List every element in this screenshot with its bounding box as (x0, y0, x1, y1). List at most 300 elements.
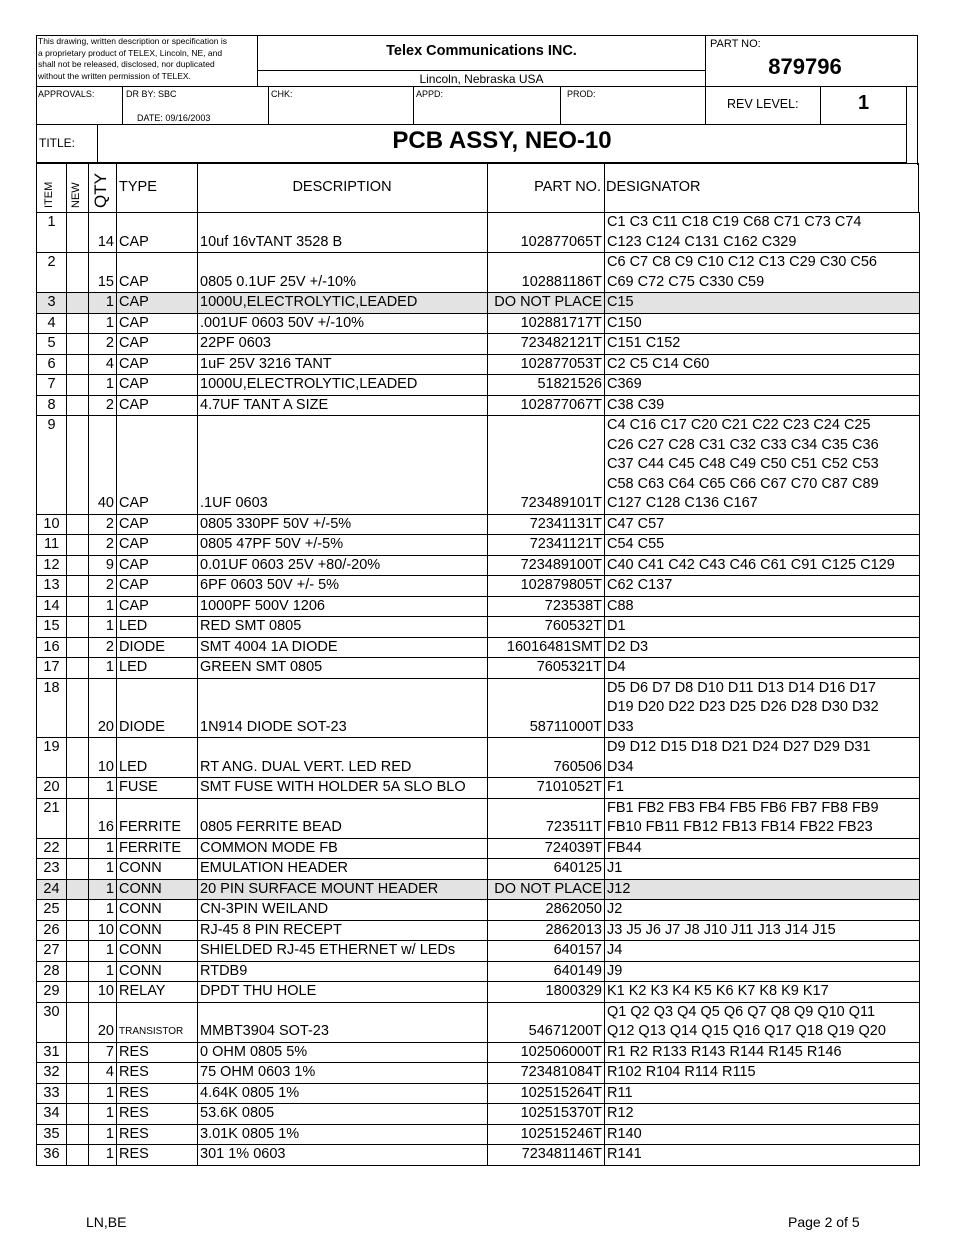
item-cell: 25 (37, 900, 67, 921)
qty-cell: 2 (89, 395, 117, 416)
table-row (37, 1104, 920, 1125)
qty-cell: 1 (89, 313, 117, 334)
table-row (37, 637, 920, 658)
designator-line: C37 C44 C45 C48 C49 C50 C51 C52 C53 (607, 456, 879, 472)
part-no-cell: 51821526 (488, 375, 605, 396)
designator-cell (605, 1145, 920, 1166)
item-cell: 1 (37, 213, 67, 253)
qty-cell: 1 (89, 941, 117, 962)
part-no-cell: 72341131T (488, 514, 605, 535)
designator-line: FB10 FB11 FB12 FB13 FB14 FB22 FB23 (607, 819, 873, 835)
designator-line: J2 (607, 901, 623, 917)
type-cell: RES (117, 1104, 198, 1125)
table-row (37, 738, 920, 778)
rev-level-value: 1 (857, 92, 870, 114)
part-no-cell: 640149 (488, 961, 605, 982)
description-cell: 4.7UF TANT A SIZE (198, 395, 488, 416)
description-cell: 6PF 0603 50V +/- 5% (198, 576, 488, 597)
table-row (37, 576, 920, 597)
item-cell: 9 (37, 416, 67, 515)
part-no-cell: 1800329 (488, 982, 605, 1003)
description-cell: 0805 FERRITE BEAD (198, 798, 488, 838)
item-cell: 26 (37, 920, 67, 941)
designator-line: J9 (607, 962, 623, 979)
type-cell: CAP (117, 253, 198, 293)
designator-line: C2 C5 C14 C60 (607, 355, 710, 372)
table-row (37, 1042, 920, 1063)
description-cell: SMT 4004 1A DIODE (198, 637, 488, 658)
item-cell: 16 (37, 637, 67, 658)
company-name: Telex Communications INC. (386, 43, 577, 59)
designator-line: D1 (607, 618, 626, 634)
item-cell: 11 (37, 535, 67, 556)
item-cell: 35 (37, 1124, 67, 1145)
rev-level-label: REV LEVEL: (727, 97, 799, 111)
qty-cell: 14 (89, 213, 117, 253)
item-cell: 10 (37, 514, 67, 535)
designator-cell (605, 416, 920, 515)
col-header-part-no: PART NO. (534, 179, 601, 195)
qty-cell: 1 (89, 1124, 117, 1145)
designator-cell (605, 1104, 920, 1125)
type-cell: CONN (117, 900, 198, 921)
disclaimer-line: without the written permission of TELEX. (38, 70, 191, 81)
qty-cell: 16 (89, 798, 117, 838)
item-cell: 14 (37, 596, 67, 617)
new-cell (67, 596, 89, 617)
approvals-divider (560, 86, 561, 125)
designator-line: C150 (607, 314, 642, 331)
type-cell: CAP (117, 354, 198, 375)
qty-cell: 1 (89, 617, 117, 638)
new-cell (67, 778, 89, 799)
type-cell: CAP (117, 596, 198, 617)
qty-cell: 1 (89, 293, 117, 314)
col-header-designator: DESIGNATOR (606, 179, 701, 195)
col-header-type: TYPE (119, 179, 157, 195)
part-no-cell: 724039T (488, 838, 605, 859)
qty-cell: 4 (89, 1063, 117, 1084)
item-cell: 20 (37, 778, 67, 799)
designator-line: Q1 Q2 Q3 Q4 Q5 Q6 Q7 Q8 Q9 Q10 Q11 (607, 1003, 876, 1020)
qty-cell: 2 (89, 576, 117, 597)
description-cell: 1uF 25V 3216 TANT (198, 354, 488, 375)
type-cell: DIODE (117, 637, 198, 658)
type-cell: DIODE (117, 678, 198, 738)
designator-cell (605, 334, 920, 355)
table-row (37, 859, 920, 880)
designator-cell (605, 514, 920, 535)
part-no-cell: 760506 (488, 738, 605, 778)
description-cell: 3.01K 0805 1% (198, 1124, 488, 1145)
qty-cell: 2 (89, 514, 117, 535)
table-row (37, 416, 920, 515)
description-cell: SHIELDED RJ-45 ETHERNET w/ LEDs (198, 941, 488, 962)
description-cell: RED SMT 0805 (198, 617, 488, 638)
type-cell: CONN (117, 941, 198, 962)
designator-line: C69 C72 C75 C330 C59 (607, 273, 765, 290)
part-no-cell: 7605321T (488, 658, 605, 679)
designator-cell (605, 213, 920, 253)
col-header-qty: QTY (91, 173, 110, 208)
description-cell: 0805 330PF 50V +/-5% (198, 514, 488, 535)
designator-cell (605, 738, 920, 778)
description-cell: 1000U,ELECTROLYTIC,LEADED (198, 293, 488, 314)
description-cell: 1000PF 500V 1206 (198, 596, 488, 617)
drawing-date: DATE: 09/16/2003 (137, 113, 211, 123)
designator-cell (605, 941, 920, 962)
table-row (37, 253, 920, 293)
type-cell: CAP (117, 395, 198, 416)
item-cell: 15 (37, 617, 67, 638)
designator-cell (605, 617, 920, 638)
qty-cell: 1 (89, 1145, 117, 1166)
new-cell (67, 1063, 89, 1084)
qty-cell: 20 (89, 678, 117, 738)
description-cell: SMT FUSE WITH HOLDER 5A SLO BLO (198, 778, 488, 799)
description-cell: 1N914 DIODE SOT-23 (198, 678, 488, 738)
item-cell: 34 (37, 1104, 67, 1125)
table-row (37, 920, 920, 941)
designator-cell (605, 1083, 920, 1104)
table-row (37, 838, 920, 859)
part-no-cell: 102506000T (488, 1042, 605, 1063)
type-cell: RES (117, 1124, 198, 1145)
designator-line: C26 C27 C28 C31 C32 C33 C34 C35 C36 (607, 436, 879, 453)
part-no-cell: 58711000T (488, 678, 605, 738)
new-cell (67, 313, 89, 334)
table-row (37, 961, 920, 982)
new-cell (67, 1124, 89, 1145)
part-no-cell: 7101052T (488, 778, 605, 799)
designator-line: FB1 FB2 FB3 FB4 FB5 FB6 FB7 FB8 FB9 (607, 799, 879, 816)
table-row (37, 514, 920, 535)
designator-line: C369 (607, 376, 642, 392)
new-cell (67, 1083, 89, 1104)
new-cell (67, 576, 89, 597)
document-title: PCB ASSY, NEO-10 (392, 127, 612, 154)
bom-body (37, 213, 920, 1166)
designator-line: R141 (607, 1146, 642, 1162)
part-no-cell: 723481146T (488, 1145, 605, 1166)
frame-right (917, 35, 918, 165)
qty-cell: 2 (89, 535, 117, 556)
description-cell: 4.64K 0805 1% (198, 1083, 488, 1104)
designator-cell (605, 859, 920, 880)
description-cell: MMBT3904 SOT-23 (198, 1002, 488, 1042)
qty-cell: 10 (89, 982, 117, 1003)
designator-line: J3 J5 J6 J7 J8 J10 J11 J13 J14 J15 (607, 921, 836, 938)
type-cell: CONN (117, 961, 198, 982)
description-cell: 301 1% 0603 (198, 1145, 488, 1166)
designator-line: C4 C16 C17 C20 C21 C22 C23 C24 C25 (607, 417, 871, 433)
qty-cell: 1 (89, 879, 117, 900)
disclaimer-text (38, 36, 258, 82)
table-row (37, 213, 920, 253)
type-cell: RES (117, 1145, 198, 1166)
item-cell: 18 (37, 678, 67, 738)
part-no-cell: 102881186T (488, 253, 605, 293)
designator-line: Q12 Q13 Q14 Q15 Q16 Q17 Q18 Q19 Q20 (607, 1023, 886, 1039)
qty-cell: 4 (89, 354, 117, 375)
designator-cell (605, 920, 920, 941)
table-row (37, 395, 920, 416)
qty-cell: 1 (89, 900, 117, 921)
type-cell: CONN (117, 920, 198, 941)
item-cell: 31 (37, 1042, 67, 1063)
new-cell (67, 637, 89, 658)
designator-line: C15 (607, 294, 634, 310)
new-cell (67, 293, 89, 314)
designator-line: C123 C124 C131 C162 C329 (607, 233, 797, 250)
qty-cell: 1 (89, 1104, 117, 1125)
item-cell: 4 (37, 313, 67, 334)
designator-cell (605, 596, 920, 617)
qty-cell: 1 (89, 859, 117, 880)
new-cell (67, 555, 89, 576)
type-cell: RELAY (117, 982, 198, 1003)
designator-cell (605, 961, 920, 982)
table-row (37, 798, 920, 838)
description-cell: CN-3PIN WEILAND (198, 900, 488, 921)
new-cell (67, 798, 89, 838)
designator-cell (605, 778, 920, 799)
item-cell: 6 (37, 354, 67, 375)
type-cell: CAP (117, 416, 198, 515)
type-cell: CAP (117, 576, 198, 597)
designator-cell (605, 313, 920, 334)
qty-cell: 1 (89, 596, 117, 617)
part-no-cell: 102879805T (488, 576, 605, 597)
designator-line: C127 C128 C136 C167 (607, 495, 758, 511)
item-cell: 3 (37, 293, 67, 314)
check-label: CHK: (271, 89, 293, 99)
title-label: TITLE: (39, 136, 76, 150)
new-cell (67, 213, 89, 253)
approvals-divider (268, 86, 269, 125)
description-cell: EMULATION HEADER (198, 859, 488, 880)
designator-line: D4 (607, 659, 626, 675)
table-row (37, 982, 920, 1003)
table-row (37, 900, 920, 921)
part-no-cell: 16016481SMT (488, 637, 605, 658)
type-cell: CAP (117, 555, 198, 576)
col-divider (116, 163, 117, 213)
type-cell: CONN (117, 859, 198, 880)
col-header-description: DESCRIPTION (292, 179, 392, 195)
description-cell: 0.01UF 0603 25V +80/-20% (198, 555, 488, 576)
designator-cell (605, 535, 920, 556)
description-cell: 10uf 16vTANT 3528 B (198, 213, 488, 253)
description-cell: 1000U,ELECTROLYTIC,LEADED (198, 375, 488, 396)
type-cell: LED (117, 738, 198, 778)
table-row (37, 354, 920, 375)
approved-label: APPD: (416, 89, 444, 99)
part-no-cell: DO NOT PLACE (488, 293, 605, 314)
designator-line: R102 R104 R114 R115 (607, 1064, 756, 1080)
designator-cell (605, 658, 920, 679)
designator-cell (605, 1063, 920, 1084)
part-no-cell: 723538T (488, 596, 605, 617)
description-cell: RTDB9 (198, 961, 488, 982)
type-cell: CAP (117, 514, 198, 535)
designator-line: K1 K2 K3 K4 K5 K6 K7 K8 K9 K17 (607, 983, 829, 999)
part-no-cell: 102515264T (488, 1083, 605, 1104)
table-row (37, 778, 920, 799)
new-cell (67, 920, 89, 941)
qty-cell: 1 (89, 658, 117, 679)
part-no-cell: 2862050 (488, 900, 605, 921)
disclaimer-line: shall not be released, disclosed, nor duplicated (38, 59, 215, 69)
designator-cell (605, 879, 920, 900)
designator-line: J4 (607, 942, 623, 958)
qty-cell: 7 (89, 1042, 117, 1063)
designator-line: D33 (607, 718, 634, 735)
part-no-cell: 102515370T (488, 1104, 605, 1125)
new-cell (67, 678, 89, 738)
designator-line: R1 R2 R133 R143 R144 R145 R146 (607, 1043, 842, 1060)
type-cell: FUSE (117, 778, 198, 799)
qty-cell: 2 (89, 637, 117, 658)
description-cell: 20 PIN SURFACE MOUNT HEADER (198, 879, 488, 900)
table-row (37, 535, 920, 556)
designator-cell (605, 982, 920, 1003)
designator-line: J1 (607, 860, 623, 876)
part-no-label: PART NO: (710, 38, 761, 50)
designator-cell (605, 576, 920, 597)
new-cell (67, 1145, 89, 1166)
table-row (37, 334, 920, 355)
item-cell: 22 (37, 838, 67, 859)
type-cell: RES (117, 1042, 198, 1063)
part-no-cell: 102881717T (488, 313, 605, 334)
item-cell: 19 (37, 738, 67, 778)
item-cell: 12 (37, 555, 67, 576)
designator-line: C47 C57 (607, 515, 665, 532)
part-no-cell: 640125 (488, 859, 605, 880)
table-row (37, 1145, 920, 1166)
production-label: PROD: (567, 89, 596, 99)
part-no-cell: 102877067T (488, 395, 605, 416)
table-row (37, 617, 920, 638)
item-cell: 2 (37, 253, 67, 293)
designator-cell (605, 798, 920, 838)
new-cell (67, 879, 89, 900)
qty-cell: 10 (89, 920, 117, 941)
item-cell: 33 (37, 1083, 67, 1104)
table-row (37, 555, 920, 576)
item-cell: 8 (37, 395, 67, 416)
approvals-divider (122, 86, 123, 125)
item-cell: 24 (37, 879, 67, 900)
designator-line: D2 D3 (607, 638, 649, 655)
description-cell: 0805 0.1UF 25V +/-10% (198, 253, 488, 293)
col-divider (604, 163, 605, 213)
designator-line: R140 (607, 1125, 642, 1142)
part-no-cell: 723511T (488, 798, 605, 838)
disclaimer-line: a proprietary product of TELEX, Lincoln, NE, and (38, 47, 223, 58)
type-cell: CAP (117, 213, 198, 253)
designator-cell (605, 555, 920, 576)
table-row (37, 375, 920, 396)
new-cell (67, 1104, 89, 1125)
description-cell: 0 OHM 0805 5% (198, 1042, 488, 1063)
table-row (37, 941, 920, 962)
designator-line: F1 (607, 779, 624, 795)
type-cell: RES (117, 1083, 198, 1104)
qty-cell: 1 (89, 838, 117, 859)
type-cell: CAP (117, 375, 198, 396)
type-cell: FERRITE (117, 798, 198, 838)
type-cell: CONN (117, 879, 198, 900)
designator-line: C38 C39 (607, 396, 665, 413)
new-cell (67, 900, 89, 921)
table-row (37, 293, 920, 314)
type-cell: CAP (117, 535, 198, 556)
description-cell: DPDT THU HOLE (198, 982, 488, 1003)
designator-line: D5 D6 D7 D8 D10 D11 D13 D14 D16 D17 (607, 679, 876, 696)
description-cell: RT ANG. DUAL VERT. LED RED (198, 738, 488, 778)
item-cell: 27 (37, 941, 67, 962)
designator-cell (605, 253, 920, 293)
new-cell (67, 1042, 89, 1063)
part-no-cell: 72341121T (488, 535, 605, 556)
type-cell: CAP (117, 313, 198, 334)
description-cell: 0805 47PF 50V +/-5% (198, 535, 488, 556)
part-no-cell: 102877065T (488, 213, 605, 253)
approvals-divider (413, 86, 414, 125)
part-no-cell: 723489100T (488, 555, 605, 576)
table-row (37, 1063, 920, 1084)
designator-cell (605, 375, 920, 396)
bom-table (36, 212, 920, 1166)
part-no-cell: DO NOT PLACE (488, 879, 605, 900)
item-cell: 21 (37, 798, 67, 838)
item-cell: 29 (37, 982, 67, 1003)
designator-cell (605, 678, 920, 738)
designator-cell (605, 1002, 920, 1042)
drawn-by: DR BY: SBC (126, 89, 177, 99)
new-cell (67, 859, 89, 880)
designator-line: C40 C41 C42 C43 C46 C61 C91 C125 C129 (607, 556, 895, 573)
description-cell: .001UF 0603 50V +/-10% (198, 313, 488, 334)
designator-cell (605, 838, 920, 859)
qty-cell: 1 (89, 961, 117, 982)
new-cell (67, 738, 89, 778)
designator-cell (605, 637, 920, 658)
footer-initials: LN,BE (86, 1214, 127, 1230)
description-cell: GREEN SMT 0805 (198, 658, 488, 679)
table-row (37, 879, 920, 900)
qty-cell: 2 (89, 334, 117, 355)
part-no-value: 879796 (768, 54, 842, 79)
new-cell (67, 617, 89, 638)
table-row (37, 678, 920, 738)
designator-line: D9 D12 D15 D18 D21 D24 D27 D29 D31 (607, 739, 871, 755)
item-cell: 7 (37, 375, 67, 396)
item-cell: 36 (37, 1145, 67, 1166)
designator-line: J12 (607, 880, 631, 897)
qty-cell: 20 (89, 1002, 117, 1042)
page-number: Page 2 of 5 (788, 1214, 860, 1230)
designator-cell (605, 395, 920, 416)
new-cell (67, 982, 89, 1003)
designator-cell (605, 293, 920, 314)
qty-cell: 10 (89, 738, 117, 778)
designator-line: FB44 (607, 839, 642, 856)
description-cell: 53.6K 0805 (198, 1104, 488, 1125)
description-cell: RJ-45 8 PIN RECEPT (198, 920, 488, 941)
